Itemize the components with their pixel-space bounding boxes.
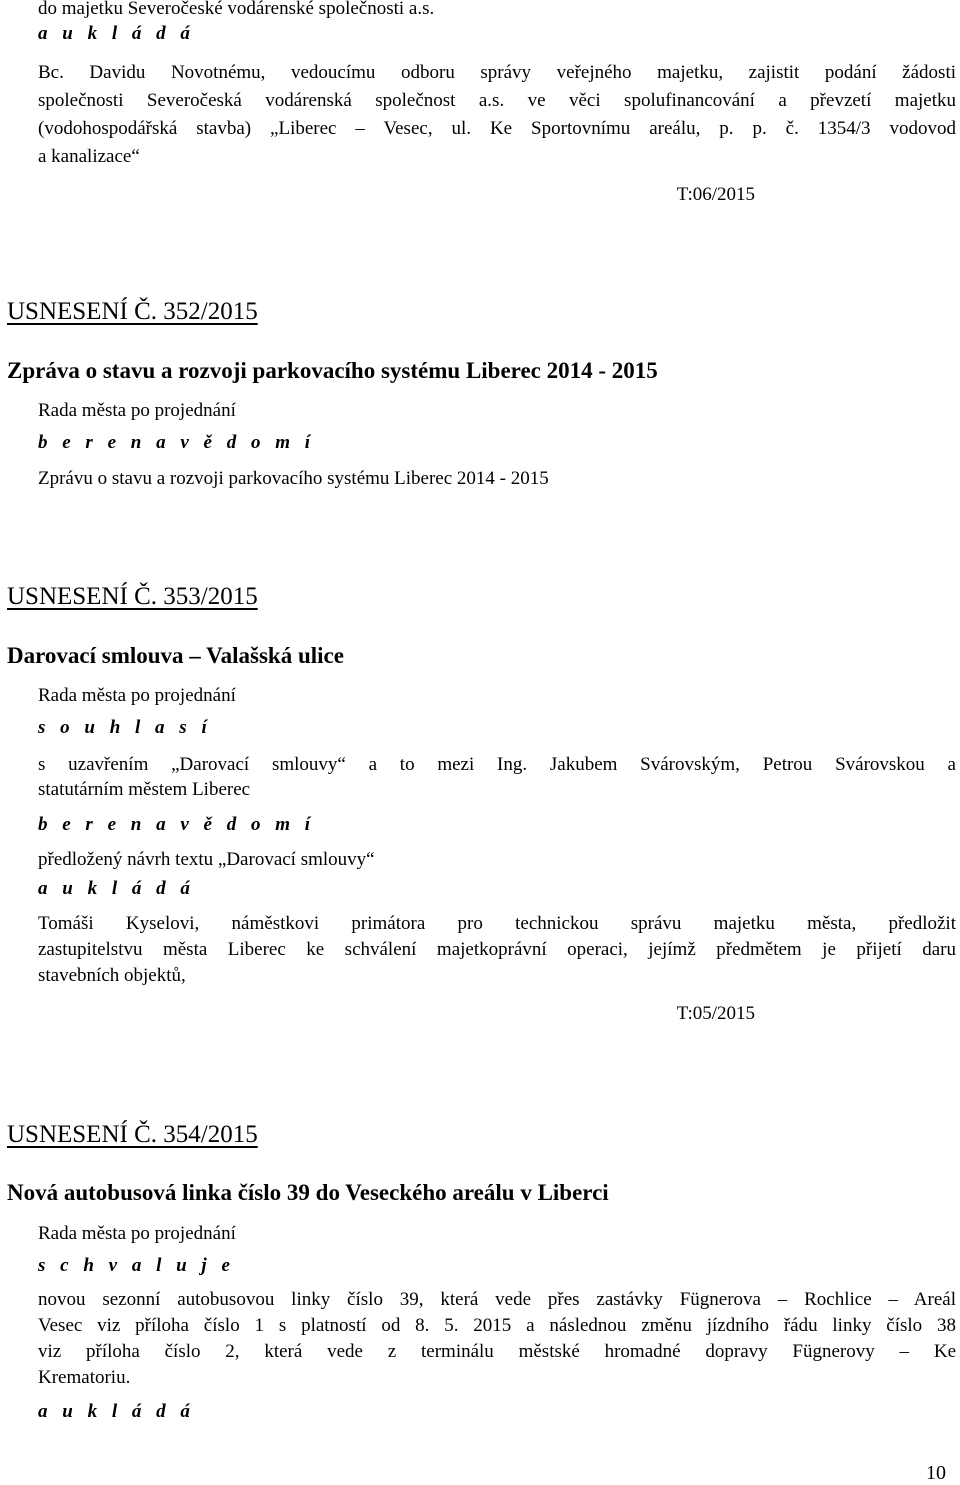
- body-text: novou sezonní autobusovou linky číslo 39, která vede přes zastávky Fügnerova – Rochlice – Areál: [38, 1289, 956, 1310]
- resolution-title: Zpráva o stavu a rozvoji parkovacího systému Liberec 2014 - 2015: [7, 358, 658, 383]
- body-text: (vodohospodářská stavba) „Liberec – Vesec, ul. Ke Sportovnímu areálu, p. p. č. 1354/3 vodovod: [38, 118, 956, 139]
- body-text: s uzavřením „Darovací smlouvy“ a to mezi Ing. Jakubem Svárovským, Petrou Svárovskou a: [38, 754, 956, 775]
- body-text: stavebních objektů,: [38, 965, 186, 986]
- resolution-verb: a u k l á d á: [38, 23, 195, 44]
- deadline: T:06/2015: [676, 184, 755, 205]
- body-text: Krematoriu.: [38, 1367, 131, 1388]
- body-text: Tomáši Kyselovi, náměstkovi primátora pro technickou správu majetku města, předložit: [38, 913, 956, 934]
- body-text: Vesec viz příloha číslo 1 s platností od 8. 5. 2015 a následnou změnu jízdního řádu linky číslo 38: [38, 1315, 956, 1336]
- body-text: do majetku Severočeské vodárenské společnosti a.s.: [38, 0, 435, 19]
- resolution-heading: USNESENÍ Č. 353/2015: [7, 583, 258, 610]
- resolution-verb: a u k l á d á: [38, 878, 195, 899]
- body-text: předložený návrh textu „Darovací smlouvy“: [38, 849, 375, 870]
- resolution-verb: s c h v a l u j e: [38, 1255, 235, 1276]
- body-text: a kanalizace“: [38, 146, 140, 167]
- body-text: Zprávu o stavu a rozvoji parkovacího systému Liberec 2014 - 2015: [38, 468, 549, 489]
- resolution-verb: b e r e n a v ě d o m í: [38, 814, 316, 835]
- resolution-heading: USNESENÍ Č. 354/2015: [7, 1121, 258, 1148]
- resolution-verb: a u k l á d á: [38, 1401, 195, 1422]
- deadline: T:05/2015: [676, 1003, 755, 1024]
- resolution-title: Nová autobusová linka číslo 39 do Veseckého areálu v Liberci: [7, 1180, 609, 1205]
- resolution-verb: b e r e n a v ě d o m í: [38, 432, 316, 453]
- resolution-verb: s o u h l a s í: [38, 717, 212, 738]
- body-text: viz příloha číslo 2, která vede z terminálu městské hromadné dopravy Fügnerovy – Ke: [38, 1341, 956, 1362]
- body-text: Rada města po projednání: [38, 400, 236, 421]
- body-text: Bc. Davidu Novotnému, vedoucímu odboru správy veřejného majetku, zajistit podání žádosti: [38, 62, 956, 83]
- resolution-title: Darovací smlouva – Valašská ulice: [7, 643, 344, 668]
- body-text: zastupitelstvu města Liberec ke schválení majetkoprávní operaci, jejímž předmětem je přijetí daru: [38, 939, 956, 960]
- body-text: statutárním městem Liberec: [38, 779, 251, 800]
- resolution-heading: USNESENÍ Č. 352/2015: [7, 298, 258, 325]
- page-number: 10: [926, 1462, 946, 1484]
- body-text: Rada města po projednání: [38, 685, 236, 706]
- body-text: společnosti Severočeská vodárenská společnost a.s. ve věci spolufinancování a převzetí majetku: [38, 90, 956, 111]
- body-text: Rada města po projednání: [38, 1223, 236, 1244]
